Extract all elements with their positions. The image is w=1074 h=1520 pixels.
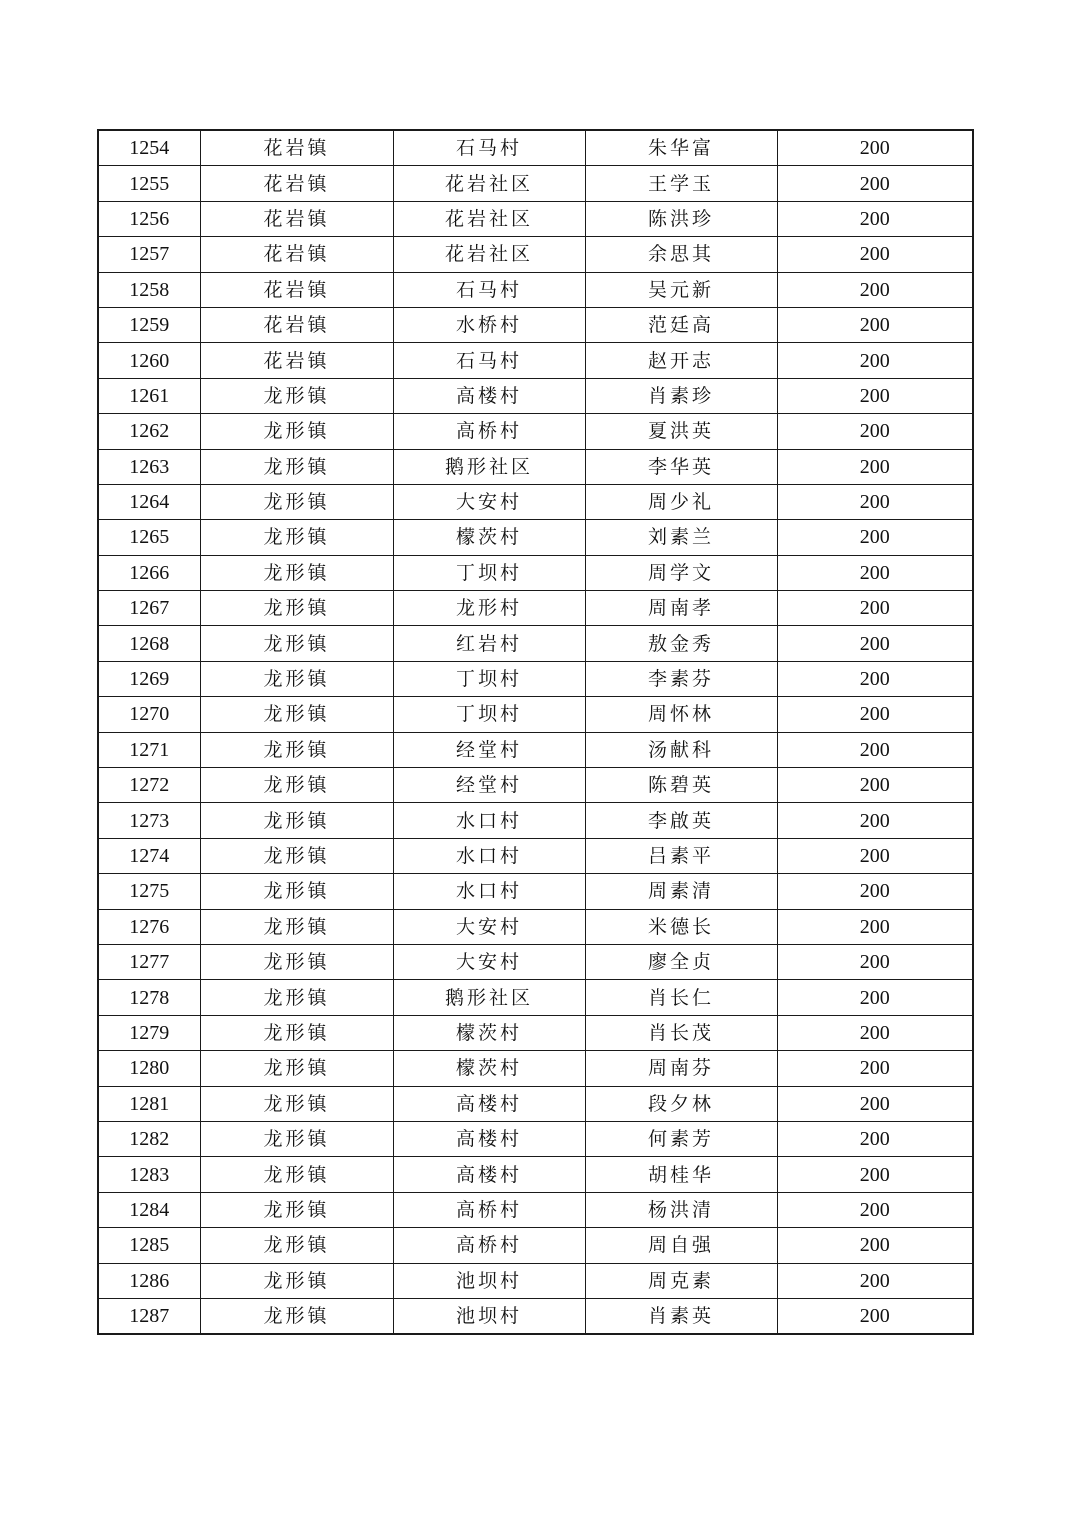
village-cell: 水口村	[393, 838, 585, 873]
name-cell: 肖素珍	[585, 378, 777, 413]
table-row	[98, 980, 973, 1015]
row-number-cell: 1279	[98, 1015, 200, 1050]
town-cell: 龙形镇	[200, 591, 393, 626]
town-cell: 龙形镇	[200, 909, 393, 944]
town-cell: 龙形镇	[200, 944, 393, 979]
table-row	[98, 555, 973, 590]
name-cell: 李啟英	[585, 803, 777, 838]
village-cell: 红岩村	[393, 626, 585, 661]
town-cell: 龙形镇	[200, 626, 393, 661]
village-cell: 大安村	[393, 909, 585, 944]
amount-cell: 200	[777, 307, 973, 342]
town-cell: 龙形镇	[200, 697, 393, 732]
village-cell: 檬茨村	[393, 520, 585, 555]
row-number-cell: 1257	[98, 237, 200, 272]
amount-cell: 200	[777, 1263, 973, 1298]
amount-cell: 200	[777, 697, 973, 732]
name-cell: 陈洪珍	[585, 201, 777, 236]
village-cell: 石马村	[393, 343, 585, 378]
town-cell: 龙形镇	[200, 803, 393, 838]
village-cell: 石马村	[393, 272, 585, 307]
village-cell: 丁坝村	[393, 697, 585, 732]
town-cell: 龙形镇	[200, 661, 393, 696]
row-number-cell: 1265	[98, 520, 200, 555]
table-row	[98, 1121, 973, 1156]
town-cell: 龙形镇	[200, 1263, 393, 1298]
row-number-cell: 1258	[98, 272, 200, 307]
row-number-cell: 1270	[98, 697, 200, 732]
name-cell: 李素芬	[585, 661, 777, 696]
table-row	[98, 343, 973, 378]
table-row	[98, 874, 973, 909]
amount-cell: 200	[777, 1015, 973, 1050]
row-number-cell: 1261	[98, 378, 200, 413]
table-row	[98, 909, 973, 944]
name-cell: 胡桂华	[585, 1157, 777, 1192]
table-row	[98, 838, 973, 873]
row-number-cell: 1262	[98, 414, 200, 449]
table-row	[98, 1015, 973, 1050]
village-cell: 高桥村	[393, 414, 585, 449]
name-cell: 余思其	[585, 237, 777, 272]
village-cell: 高楼村	[393, 1086, 585, 1121]
amount-cell: 200	[777, 980, 973, 1015]
village-cell: 高桥村	[393, 1228, 585, 1263]
name-cell: 廖全贞	[585, 944, 777, 979]
village-cell: 花岩社区	[393, 237, 585, 272]
amount-cell: 200	[777, 484, 973, 519]
table-row	[98, 237, 973, 272]
village-cell: 水口村	[393, 803, 585, 838]
table-row	[98, 697, 973, 732]
village-cell: 丁坝村	[393, 661, 585, 696]
table-row	[98, 520, 973, 555]
row-number-cell: 1280	[98, 1051, 200, 1086]
row-number-cell: 1276	[98, 909, 200, 944]
town-cell: 龙形镇	[200, 1121, 393, 1156]
row-number-cell: 1286	[98, 1263, 200, 1298]
name-cell: 周南芬	[585, 1051, 777, 1086]
amount-cell: 200	[777, 343, 973, 378]
name-cell: 周自强	[585, 1228, 777, 1263]
table-row	[98, 484, 973, 519]
amount-cell: 200	[777, 803, 973, 838]
town-cell: 花岩镇	[200, 201, 393, 236]
town-cell: 龙形镇	[200, 449, 393, 484]
amount-cell: 200	[777, 1192, 973, 1227]
table-row	[98, 626, 973, 661]
village-cell: 水口村	[393, 874, 585, 909]
village-cell: 大安村	[393, 944, 585, 979]
name-cell: 敖金秀	[585, 626, 777, 661]
village-cell: 花岩社区	[393, 166, 585, 201]
amount-cell: 200	[777, 555, 973, 590]
table-row	[98, 1192, 973, 1227]
town-cell: 龙形镇	[200, 980, 393, 1015]
amount-cell: 200	[777, 1228, 973, 1263]
row-number-cell: 1271	[98, 732, 200, 767]
row-number-cell: 1281	[98, 1086, 200, 1121]
name-cell: 刘素兰	[585, 520, 777, 555]
row-number-cell: 1254	[98, 130, 200, 166]
town-cell: 龙形镇	[200, 1298, 393, 1334]
amount-cell: 200	[777, 1121, 973, 1156]
row-number-cell: 1284	[98, 1192, 200, 1227]
village-cell: 鹅形社区	[393, 449, 585, 484]
village-cell: 高楼村	[393, 1121, 585, 1156]
village-cell: 大安村	[393, 484, 585, 519]
record-table	[97, 129, 974, 1335]
amount-cell: 200	[777, 272, 973, 307]
row-number-cell: 1277	[98, 944, 200, 979]
amount-cell: 200	[777, 1157, 973, 1192]
name-cell: 赵开志	[585, 343, 777, 378]
town-cell: 龙形镇	[200, 1228, 393, 1263]
village-cell: 龙形村	[393, 591, 585, 626]
name-cell: 肖长仁	[585, 980, 777, 1015]
row-number-cell: 1256	[98, 201, 200, 236]
name-cell: 肖素英	[585, 1298, 777, 1334]
amount-cell: 200	[777, 520, 973, 555]
table-row	[98, 1298, 973, 1334]
row-number-cell: 1278	[98, 980, 200, 1015]
town-cell: 龙形镇	[200, 520, 393, 555]
amount-cell: 200	[777, 591, 973, 626]
row-number-cell: 1255	[98, 166, 200, 201]
amount-cell: 200	[777, 414, 973, 449]
name-cell: 周南孝	[585, 591, 777, 626]
table-row	[98, 803, 973, 838]
village-cell: 花岩社区	[393, 201, 585, 236]
table-row	[98, 307, 973, 342]
amount-cell: 200	[777, 944, 973, 979]
amount-cell: 200	[777, 1051, 973, 1086]
row-number-cell: 1274	[98, 838, 200, 873]
town-cell: 龙形镇	[200, 838, 393, 873]
table-row	[98, 591, 973, 626]
name-cell: 肖长茂	[585, 1015, 777, 1050]
amount-cell: 200	[777, 1298, 973, 1334]
village-cell: 经堂村	[393, 768, 585, 803]
amount-cell: 200	[777, 626, 973, 661]
table-row	[98, 1086, 973, 1121]
table-row	[98, 1157, 973, 1192]
village-cell: 高楼村	[393, 378, 585, 413]
town-cell: 龙形镇	[200, 1015, 393, 1050]
town-cell: 花岩镇	[200, 130, 393, 166]
amount-cell: 200	[777, 449, 973, 484]
town-cell: 花岩镇	[200, 272, 393, 307]
table-row	[98, 414, 973, 449]
name-cell: 王学玉	[585, 166, 777, 201]
row-number-cell: 1273	[98, 803, 200, 838]
table-row	[98, 378, 973, 413]
name-cell: 汤献科	[585, 732, 777, 767]
row-number-cell: 1275	[98, 874, 200, 909]
village-cell: 经堂村	[393, 732, 585, 767]
table-row	[98, 1228, 973, 1263]
amount-cell: 200	[777, 874, 973, 909]
village-cell: 水桥村	[393, 307, 585, 342]
table-row	[98, 166, 973, 201]
row-number-cell: 1282	[98, 1121, 200, 1156]
name-cell: 何素芳	[585, 1121, 777, 1156]
town-cell: 龙形镇	[200, 378, 393, 413]
amount-cell: 200	[777, 166, 973, 201]
town-cell: 花岩镇	[200, 307, 393, 342]
village-cell: 高桥村	[393, 1192, 585, 1227]
table-row	[98, 201, 973, 236]
town-cell: 龙形镇	[200, 555, 393, 590]
amount-cell: 200	[777, 768, 973, 803]
town-cell: 龙形镇	[200, 732, 393, 767]
town-cell: 龙形镇	[200, 768, 393, 803]
name-cell: 段夕林	[585, 1086, 777, 1121]
name-cell: 范廷高	[585, 307, 777, 342]
name-cell: 周克素	[585, 1263, 777, 1298]
name-cell: 周怀林	[585, 697, 777, 732]
town-cell: 龙形镇	[200, 1051, 393, 1086]
name-cell: 米德长	[585, 909, 777, 944]
amount-cell: 200	[777, 201, 973, 236]
town-cell: 花岩镇	[200, 237, 393, 272]
name-cell: 陈碧英	[585, 768, 777, 803]
amount-cell: 200	[777, 237, 973, 272]
name-cell: 周素清	[585, 874, 777, 909]
amount-cell: 200	[777, 378, 973, 413]
village-cell: 檬茨村	[393, 1015, 585, 1050]
row-number-cell: 1269	[98, 661, 200, 696]
table-row	[98, 768, 973, 803]
amount-cell: 200	[777, 1086, 973, 1121]
village-cell: 檬茨村	[393, 1051, 585, 1086]
town-cell: 花岩镇	[200, 166, 393, 201]
row-number-cell: 1285	[98, 1228, 200, 1263]
town-cell: 龙形镇	[200, 874, 393, 909]
name-cell: 吕素平	[585, 838, 777, 873]
town-cell: 龙形镇	[200, 414, 393, 449]
row-number-cell: 1272	[98, 768, 200, 803]
town-cell: 花岩镇	[200, 343, 393, 378]
row-number-cell: 1260	[98, 343, 200, 378]
table-row	[98, 130, 973, 166]
table-row	[98, 732, 973, 767]
amount-cell: 200	[777, 838, 973, 873]
village-cell: 丁坝村	[393, 555, 585, 590]
table-row	[98, 1263, 973, 1298]
amount-cell: 200	[777, 130, 973, 166]
amount-cell: 200	[777, 732, 973, 767]
town-cell: 龙形镇	[200, 1157, 393, 1192]
table-row	[98, 661, 973, 696]
record-table-body	[98, 130, 973, 1334]
village-cell: 池坝村	[393, 1263, 585, 1298]
name-cell: 李华英	[585, 449, 777, 484]
table-row	[98, 1051, 973, 1086]
village-cell: 鹅形社区	[393, 980, 585, 1015]
village-cell: 高楼村	[393, 1157, 585, 1192]
name-cell: 朱华富	[585, 130, 777, 166]
name-cell: 周学文	[585, 555, 777, 590]
amount-cell: 200	[777, 661, 973, 696]
table-row	[98, 449, 973, 484]
row-number-cell: 1266	[98, 555, 200, 590]
table-row	[98, 272, 973, 307]
row-number-cell: 1259	[98, 307, 200, 342]
row-number-cell: 1287	[98, 1298, 200, 1334]
town-cell: 龙形镇	[200, 484, 393, 519]
town-cell: 龙形镇	[200, 1086, 393, 1121]
table-row	[98, 944, 973, 979]
row-number-cell: 1283	[98, 1157, 200, 1192]
name-cell: 杨洪清	[585, 1192, 777, 1227]
name-cell: 夏洪英	[585, 414, 777, 449]
town-cell: 龙形镇	[200, 1192, 393, 1227]
village-cell: 池坝村	[393, 1298, 585, 1334]
name-cell: 吴元新	[585, 272, 777, 307]
row-number-cell: 1267	[98, 591, 200, 626]
row-number-cell: 1263	[98, 449, 200, 484]
name-cell: 周少礼	[585, 484, 777, 519]
row-number-cell: 1264	[98, 484, 200, 519]
village-cell: 石马村	[393, 130, 585, 166]
row-number-cell: 1268	[98, 626, 200, 661]
amount-cell: 200	[777, 909, 973, 944]
